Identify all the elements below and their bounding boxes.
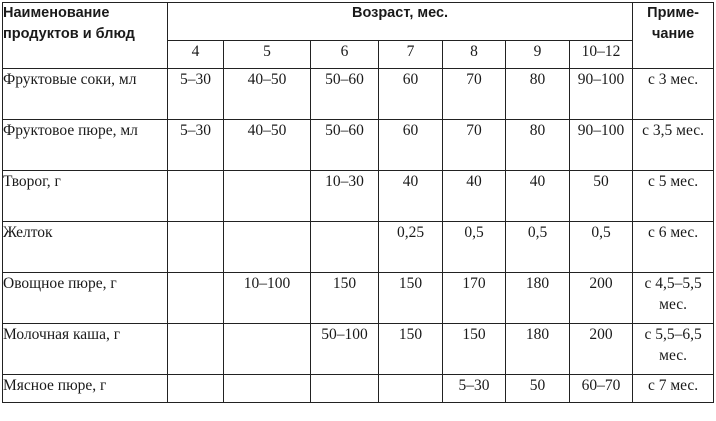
value-cell: 0,5	[506, 222, 570, 273]
value-cell: 0,5	[443, 222, 506, 273]
value-cell: 180	[506, 273, 570, 324]
value-cell: 80	[506, 69, 570, 120]
value-cell: 150	[443, 324, 506, 375]
note-cell: с 6 мес.	[633, 222, 714, 273]
value-cell	[168, 324, 224, 375]
product-name: Мясное пюре, г	[3, 375, 168, 403]
value-cell: 150	[379, 273, 443, 324]
value-cell: 200	[570, 324, 633, 375]
product-name: Фруктовые соки, мл	[3, 69, 168, 120]
product-name: Желток	[3, 222, 168, 273]
value-cell: 5–30	[443, 375, 506, 403]
value-cell	[311, 222, 379, 273]
month-header: 5	[224, 41, 311, 69]
value-cell	[224, 222, 311, 273]
value-cell	[168, 171, 224, 222]
value-cell: 5–30	[168, 69, 224, 120]
value-cell: 40–50	[224, 69, 311, 120]
month-header: 6	[311, 41, 379, 69]
note-cell: с 7 мес.	[633, 375, 714, 403]
month-header: 8	[443, 41, 506, 69]
note-cell: с 4,5–5,5 мес.	[633, 273, 714, 324]
value-cell: 60–70	[570, 375, 633, 403]
value-cell	[224, 375, 311, 403]
value-cell	[224, 171, 311, 222]
table-row	[3, 375, 714, 403]
value-cell: 50–60	[311, 120, 379, 171]
value-cell: 150	[379, 324, 443, 375]
table-row	[3, 69, 714, 120]
value-cell: 10–100	[224, 273, 311, 324]
value-cell	[379, 375, 443, 403]
value-cell	[168, 222, 224, 273]
table-row	[3, 120, 714, 171]
value-cell: 50	[570, 171, 633, 222]
product-name: Творог, г	[3, 171, 168, 222]
value-cell: 180	[506, 324, 570, 375]
feeding-table	[2, 2, 714, 403]
month-header: 9	[506, 41, 570, 69]
value-cell	[168, 273, 224, 324]
value-cell: 40–50	[224, 120, 311, 171]
value-cell: 80	[506, 120, 570, 171]
value-cell: 170	[443, 273, 506, 324]
note-cell: с 3 мес.	[633, 69, 714, 120]
value-cell: 40	[443, 171, 506, 222]
value-cell: 70	[443, 120, 506, 171]
value-cell: 40	[506, 171, 570, 222]
month-header: 7	[379, 41, 443, 69]
header-note: Приме-чание	[633, 3, 714, 69]
value-cell: 90–100	[570, 120, 633, 171]
value-cell: 60	[379, 69, 443, 120]
value-cell: 0,25	[379, 222, 443, 273]
table-row	[3, 171, 714, 222]
value-cell: 50–100	[311, 324, 379, 375]
value-cell: 10–30	[311, 171, 379, 222]
value-cell: 50–60	[311, 69, 379, 120]
value-cell: 0,5	[570, 222, 633, 273]
header-product-name: Наименование продуктов и блюд	[3, 3, 168, 69]
value-cell: 70	[443, 69, 506, 120]
value-cell	[168, 375, 224, 403]
product-name: Фруктовое пюре, мл	[3, 120, 168, 171]
value-cell: 90–100	[570, 69, 633, 120]
table-row	[3, 273, 714, 324]
product-name: Овощное пюре, г	[3, 273, 168, 324]
note-cell: с 3,5 мес.	[633, 120, 714, 171]
value-cell: 60	[379, 120, 443, 171]
value-cell: 40	[379, 171, 443, 222]
note-cell: с 5,5–6,5 мес.	[633, 324, 714, 375]
month-header: 10–12	[570, 41, 633, 69]
value-cell: 150	[311, 273, 379, 324]
product-name: Молочная каша, г	[3, 324, 168, 375]
value-cell: 200	[570, 273, 633, 324]
month-header: 4	[168, 41, 224, 69]
value-cell: 5–30	[168, 120, 224, 171]
value-cell	[224, 324, 311, 375]
table-row	[3, 222, 714, 273]
note-cell: с 5 мес.	[633, 171, 714, 222]
header-age: Возраст, мес.	[168, 3, 633, 41]
table-row	[3, 324, 714, 375]
value-cell	[311, 375, 379, 403]
value-cell: 50	[506, 375, 570, 403]
